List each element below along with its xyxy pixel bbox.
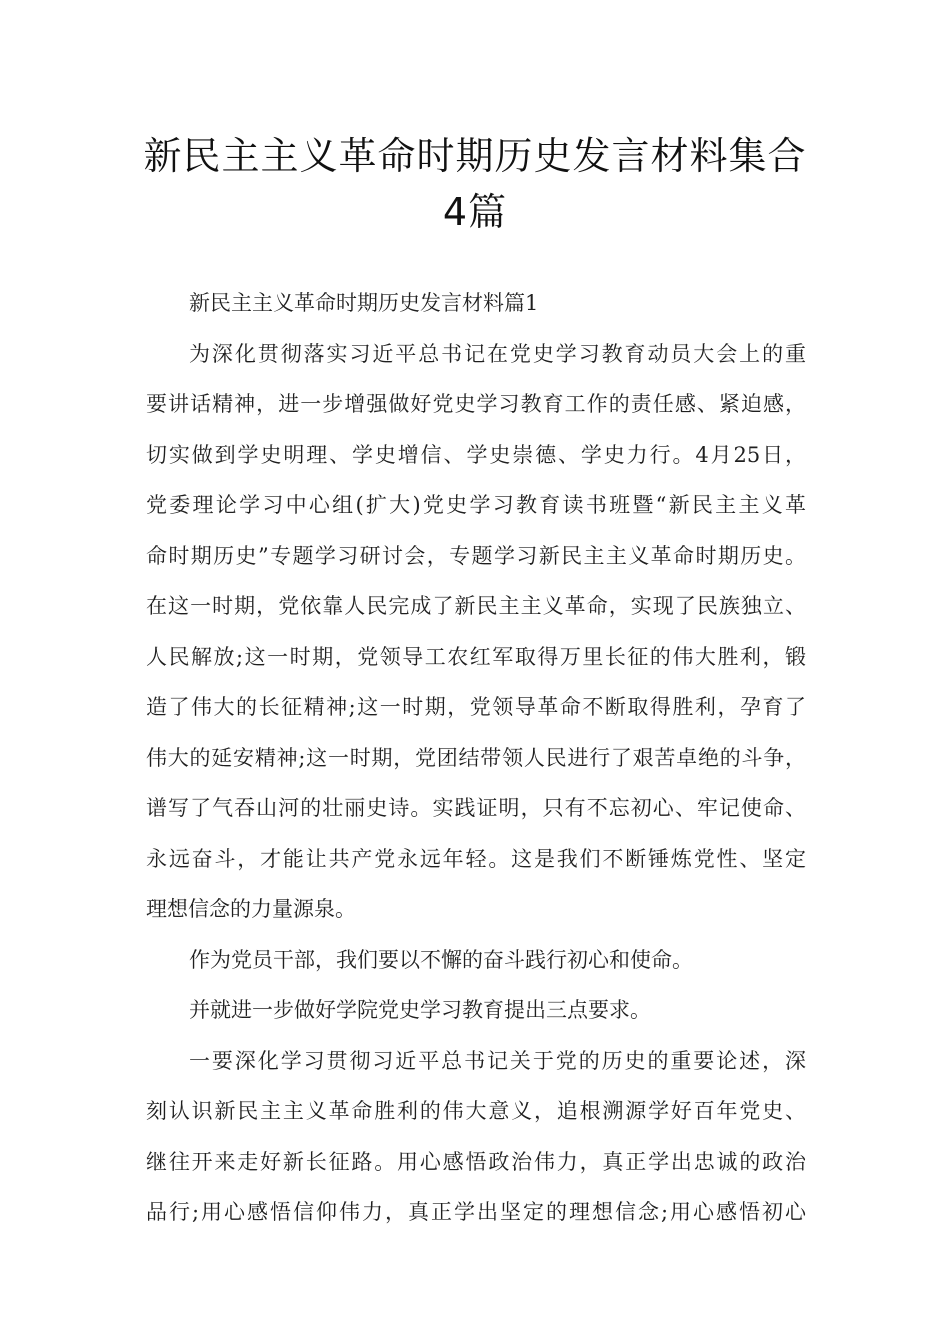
text-line: 刻认识新民主主义革命胜利的伟大意义，追根溯源学好百年党史、 [146,1099,806,1123]
text-line: 切实做到学史明理、学史增信、学史崇德、学史力行。4月25日， [146,442,806,467]
text-line: 一要深化学习贯彻习近平总书记关于党的历史的重要论述，深 [189,1048,806,1073]
text-line: 并就进一步做好学院党史学习教育提出三点要求。 [189,998,651,1022]
document-body [146,285,806,1245]
text-line: 理想信念的力量源泉。 [146,897,356,921]
text-line: 品行;用心感悟信仰伟力，真正学出坚定的理想信念;用心感悟初心 [146,1200,806,1224]
text-line: 党委理论学习中心组(扩大)党史学习教育读书班暨“新民主主义革 [146,493,806,517]
title-line-1: 新民主主义革命时期历史发言材料集合 [143,134,807,178]
text-line: 伟大的延安精神;这一时期，党团结带领人民进行了艰苦卓绝的斗争， [146,745,806,770]
text-line: 为深化贯彻落实习近平总书记在党史学习教育动员大会上的重 [189,341,806,366]
document-title [0,128,950,240]
text-line: 命时期历史”专题学习研讨会，专题学习新民主主义革命时期历史。 [146,543,806,568]
text-line: 作为党员干部，我们要以不懈的奋斗践行初心和使命。 [189,947,693,972]
text-line: 要讲话精神，进一步增强做好党史学习教育工作的责任感、紧迫感， [146,392,806,416]
text-line: 谱写了气吞山河的壮丽史诗。实践证明，只有不忘初心、牢记使命、 [146,796,806,820]
title-line-2: 4篇 [442,190,508,234]
text-line: 继往开来走好新长征路。用心感悟政治伟力，真正学出忠诚的政治 [146,1149,806,1174]
text-line: 造了伟大的长征精神;这一时期，党领导革命不断取得胜利，孕育了 [146,695,806,719]
section-heading: 新民主主义革命时期历史发言材料篇1 [189,291,539,315]
text-line: 永远奋斗，才能让共产党永远年轻。这是我们不断锤炼党性、坚定 [146,846,806,871]
text-line: 人民解放;这一时期，党领导工农红军取得万里长征的伟大胜利，锻 [146,644,806,669]
text-line: 在这一时期，党依靠人民完成了新民主主义革命，实现了民族独立、 [146,594,806,618]
